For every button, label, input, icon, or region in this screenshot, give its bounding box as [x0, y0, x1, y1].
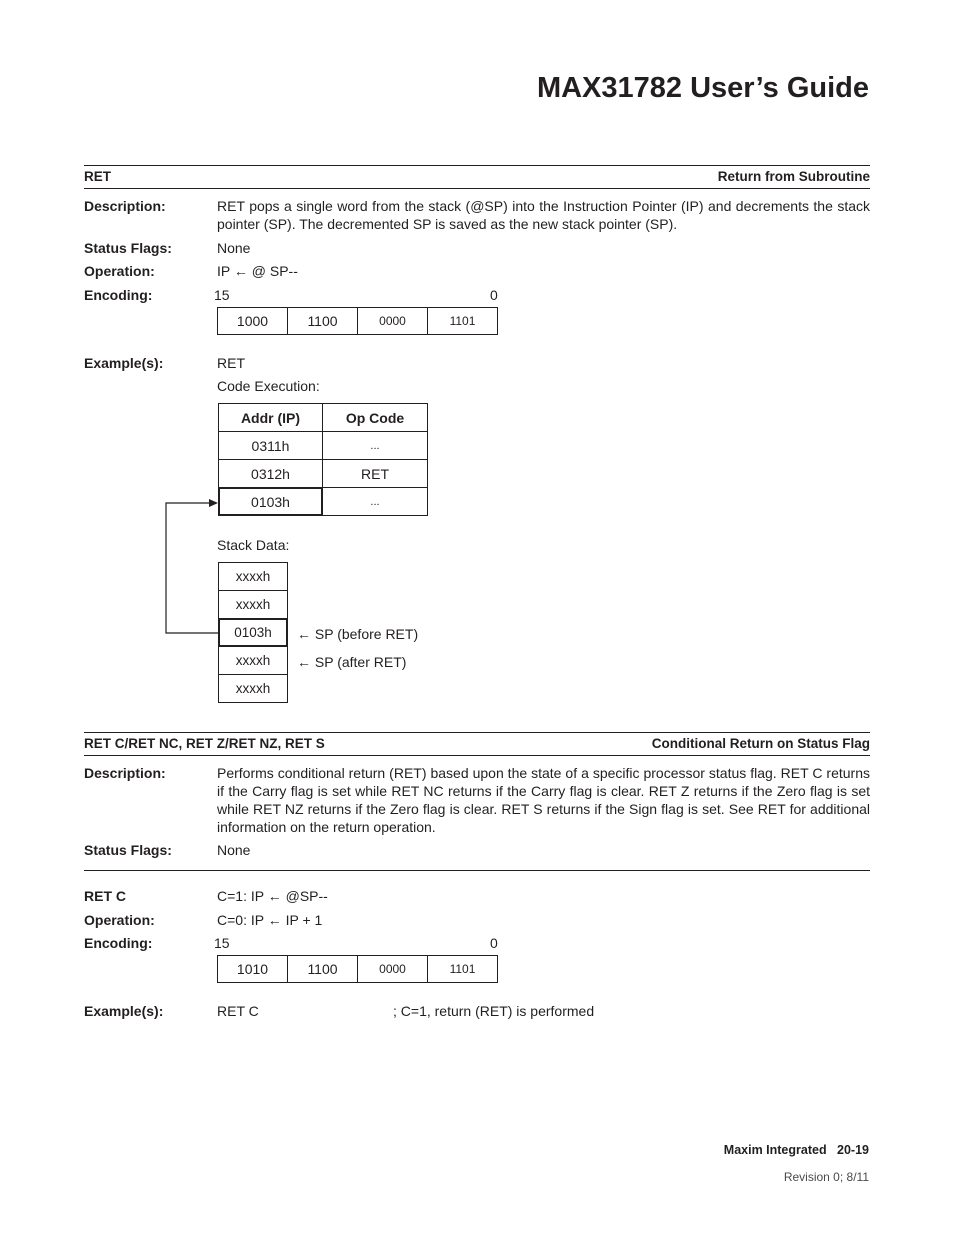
operation-label: Operation: [84, 263, 155, 279]
sp-before-pointer: ← SP (before RET) [297, 626, 419, 642]
encoding-nibble: 0000 [358, 956, 428, 983]
description-label: Description: [84, 198, 166, 214]
operation-value: IP ← @ SP-- [217, 263, 298, 279]
description-text: Performs conditional return (RET) based upon the state of a specific processor status flag. RET C returns if the Carry flag is set while RET NC returns if the Carry flag is clear. RET Z returns if the Zero flag is set while RET NZ returns if the Zero flag is clear. RET S returns if the Sign flag is set. See RET for additional information on the return operation. [217, 765, 870, 835]
section-divider [84, 870, 870, 871]
section-divider [84, 755, 870, 756]
addr-cell: 0311h [219, 432, 323, 460]
stack-cell: xxxxh [219, 647, 288, 675]
stack-cell: xxxxh [219, 591, 288, 619]
instruction-mnemonic: RET [84, 169, 111, 184]
table-row [219, 488, 428, 516]
stack-data-label: Stack Data: [217, 537, 290, 553]
encoding-bit-low: 0 [490, 287, 498, 303]
instruction-mnemonic: RET C/RET NC, RET Z/RET NZ, RET S [84, 736, 325, 751]
example-code: RET [217, 355, 245, 371]
footer-page-number: 20-19 [837, 1143, 869, 1157]
addr-cell: 0103h [219, 488, 323, 516]
instruction-name: Return from Subroutine [717, 169, 870, 184]
code-execution-table [218, 403, 428, 516]
encoding-bit-high: 15 [214, 287, 230, 303]
status-flags-label: Status Flags: [84, 240, 172, 256]
encoding-nibble: 1100 [288, 956, 358, 983]
encoding-bit-high: 15 [214, 935, 230, 951]
stack-cell: 0103h [219, 619, 288, 647]
section-divider [84, 165, 870, 166]
footer-company-page [724, 1143, 869, 1157]
status-flags-value: None [217, 240, 251, 256]
addr-column-header: Addr (IP) [219, 404, 323, 432]
section-divider [84, 188, 870, 189]
operation-label: Operation: [84, 912, 155, 928]
encoding-nibble: 1101 [428, 308, 498, 335]
stack-cell: xxxxh [219, 563, 288, 591]
example-comment: ; C=1, return (RET) is performed [393, 1003, 595, 1019]
description-label: Description: [84, 765, 166, 781]
stack-cell: xxxxh [219, 675, 288, 703]
table-row [219, 460, 428, 488]
encoding-bit-low: 0 [490, 935, 498, 951]
operation-value: C=1: IP ← @SP-- [217, 888, 328, 904]
sub-instruction-label: RET C [84, 888, 126, 904]
description-text: RET pops a single word from the stack (@SP) into the Instruction Pointer (IP) and decrements the stack pointer (SP). The decremented SP is saved as the new stack pointer (SP). [217, 198, 870, 232]
encoding-nibble: 1101 [428, 956, 498, 983]
sp-after-pointer: ← SP (after RET) [297, 654, 407, 670]
encoding-nibble: 1000 [218, 308, 288, 335]
encoding-nibble: 1100 [288, 308, 358, 335]
opcode-cell: ... [323, 432, 428, 460]
examples-label: Example(s): [84, 355, 164, 371]
return-arrow-icon [160, 495, 222, 640]
encoding-label: Encoding: [84, 935, 153, 951]
opcode-cell: RET [323, 460, 428, 488]
table-row [219, 432, 428, 460]
section-divider [84, 732, 870, 733]
footer-company: Maxim Integrated [723, 1143, 827, 1157]
footer-revision: Revision 0; 8/11 [783, 1170, 869, 1184]
addr-cell: 0312h [219, 460, 323, 488]
examples-label: Example(s): [84, 1003, 164, 1019]
code-execution-label: Code Execution: [217, 378, 320, 394]
instruction-name: Conditional Return on Status Flag [651, 736, 870, 751]
encoding-label: Encoding: [84, 287, 153, 303]
status-flags-value: None [217, 842, 251, 858]
status-flags-label: Status Flags: [84, 842, 172, 858]
opcode-cell: ... [323, 488, 428, 516]
stack-data-table [218, 562, 288, 703]
encoding-nibble: 1010 [218, 956, 288, 983]
example-code: RET C [217, 1003, 259, 1019]
encoding-table [217, 955, 498, 983]
opcode-column-header: Op Code [323, 404, 428, 432]
encoding-nibble: 0000 [358, 308, 428, 335]
page-title: MAX31782 User’s Guide [536, 72, 869, 104]
operation-value: C=0: IP ← IP + 1 [217, 912, 323, 928]
encoding-table [217, 307, 498, 335]
